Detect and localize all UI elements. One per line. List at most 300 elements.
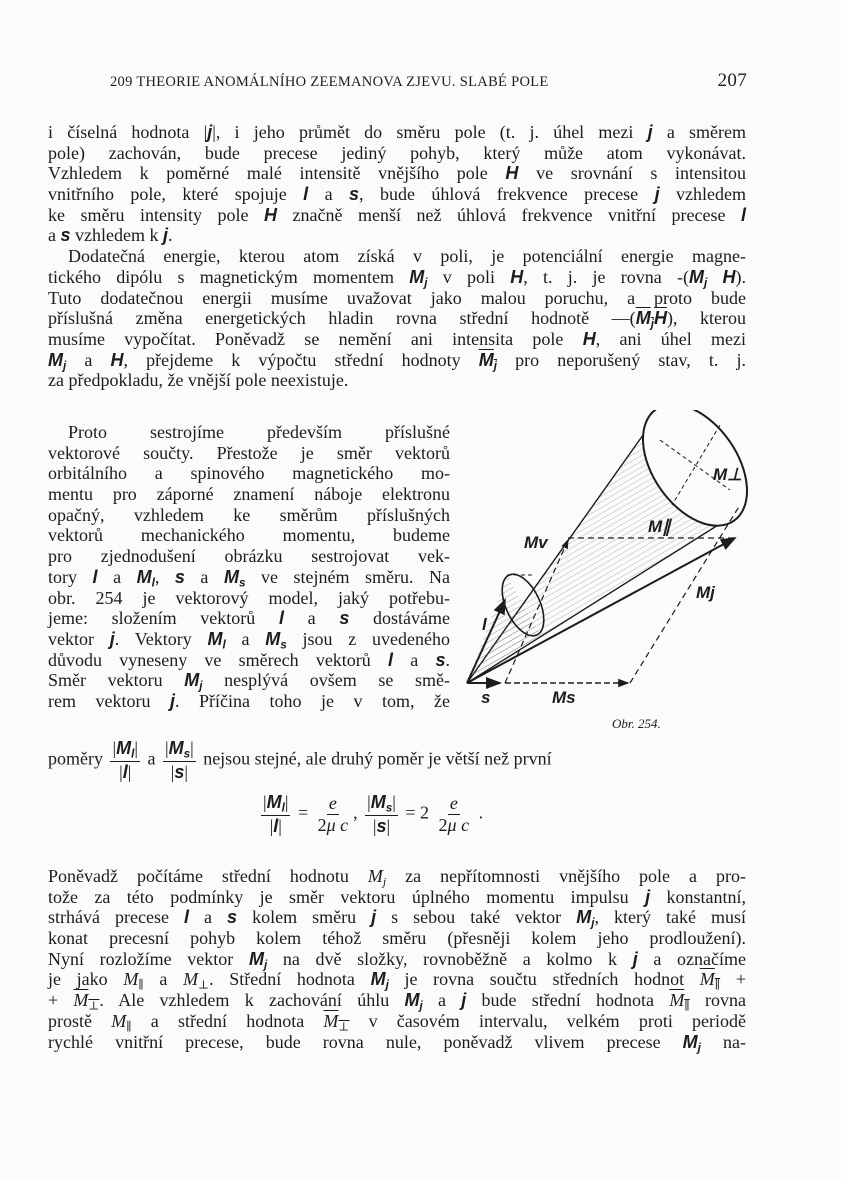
vector-symbol [175, 567, 185, 587]
text-run: | [170, 761, 175, 782]
text-run: za předpokladu, že vnější pole neexistuje. [48, 370, 349, 391]
text-run: orbitálního a spinového magnetického mo- [48, 463, 450, 484]
text-run: Směr vektoru [48, 670, 185, 691]
fraction-denominator [268, 816, 284, 837]
text-line [48, 350, 746, 371]
text-run: tického dipólu s magnetickým momentem [48, 266, 410, 287]
text-run: | [278, 815, 282, 836]
symbol: M [699, 969, 715, 990]
vector-symbol [688, 266, 708, 290]
symbol: μ c [447, 814, 470, 835]
vector-symbol [349, 184, 359, 204]
text-run: = [293, 802, 313, 823]
symbol: j [371, 907, 377, 928]
fraction-numerator [365, 792, 398, 816]
symbol: M [669, 990, 685, 1011]
subscript: j [199, 679, 203, 693]
text-line [48, 691, 450, 712]
fraction [437, 793, 472, 835]
math-symbol [327, 815, 349, 835]
text-run: musíme vypočítat. Poněvadž se nemění ani intensita pole [48, 328, 583, 349]
fraction-denominator [169, 762, 190, 783]
text-run: , bude úhlová frekvence precese [359, 184, 655, 205]
text-line [48, 422, 450, 443]
text-run: | [263, 792, 267, 812]
text-run: . Vektory [114, 628, 208, 649]
symbol: l [122, 761, 128, 782]
text-run: | [392, 792, 396, 812]
symbol: M [635, 308, 651, 329]
symbol: M [266, 792, 282, 812]
vector-symbol [61, 225, 71, 245]
symbol: M [265, 628, 281, 649]
vector-symbol [505, 163, 518, 183]
text-run: , [154, 566, 175, 587]
math-symbol [699, 969, 721, 992]
text-line [48, 949, 746, 970]
subscript: j [419, 999, 423, 1013]
vector-symbol [370, 969, 389, 992]
vector-symbol [683, 1032, 701, 1052]
vector-symbol [510, 267, 523, 287]
text-run: . [445, 649, 450, 670]
symbol: M [48, 349, 63, 370]
math-symbol [111, 1010, 132, 1034]
text-line [48, 969, 746, 990]
subscript: j [382, 875, 387, 889]
symbol: j [632, 948, 638, 969]
vector-symbol [339, 608, 349, 628]
text-run: prostě [48, 1010, 112, 1031]
subscript: j [650, 317, 654, 331]
subscript: j [385, 978, 389, 992]
text-run: ), kterou [666, 308, 747, 329]
symbol: l [278, 608, 284, 629]
text-run: vektorů mechanického momentu, budeme [48, 525, 450, 546]
symbol: M [136, 566, 152, 587]
vector-symbol [404, 990, 423, 1013]
subscript: ⊥ [198, 978, 210, 992]
text-run: | [269, 815, 274, 836]
vector-symbol [370, 792, 393, 815]
vector-symbol [265, 628, 287, 652]
text-run: . [168, 225, 173, 246]
math-symbol [123, 969, 144, 992]
label-m-v: Mv [524, 533, 548, 552]
figure-254-vector-model [440, 410, 760, 740]
ratios-line [48, 738, 552, 783]
text-line [48, 1011, 746, 1032]
label-m-perp: M⊥ [713, 465, 742, 484]
symbol: s [376, 815, 387, 836]
vector-symbol [248, 948, 268, 972]
vector-symbol [478, 349, 498, 373]
subscript: j [703, 276, 708, 290]
text-run: rovna [689, 990, 746, 1011]
vector-symbol [377, 816, 387, 836]
text-line [48, 267, 746, 288]
text-column-left [48, 422, 450, 712]
vector-symbol [223, 566, 246, 590]
math-symbol [73, 990, 100, 1013]
symbol: j [207, 122, 213, 142]
vector-symbol [174, 762, 184, 782]
text-line [48, 650, 450, 671]
subscript: s [238, 576, 246, 590]
text-run: . [474, 802, 484, 823]
symbol: H [264, 204, 278, 225]
symbol: s [227, 907, 238, 928]
symbol: H [505, 163, 519, 184]
text-run [707, 267, 722, 287]
text-run: | [386, 815, 391, 836]
symbol: s [435, 649, 446, 670]
subscript: ∥ [684, 999, 690, 1013]
symbol: l [303, 184, 309, 205]
text-line [48, 143, 746, 164]
text-top [48, 122, 746, 391]
text-line [48, 122, 746, 143]
text-run: | [164, 738, 169, 758]
fraction-numerator [448, 793, 460, 815]
text-run: i číselná hodnota | [48, 122, 208, 142]
math-symbol [450, 793, 458, 813]
symbol: j [645, 886, 651, 907]
text-line [48, 928, 746, 949]
text-run: ). [735, 266, 746, 287]
text-line [48, 525, 450, 546]
symbol: H [722, 266, 736, 287]
text-run: na dvě složky, rovnoběžně a kolmo k [267, 948, 633, 969]
subscript: ⊥ [88, 999, 100, 1013]
vector-symbol [207, 628, 226, 652]
text-bottom [48, 866, 746, 1052]
text-run: kolem směru [237, 907, 372, 928]
text-line [48, 308, 746, 329]
symbol: j [163, 225, 169, 246]
text-run: | [134, 738, 138, 758]
symbol: j [647, 122, 653, 142]
text-run: Tuto dodatečnou energii musíme uvažovat jako malou poruchu, a proto bude [48, 287, 746, 308]
vector-symbol [184, 670, 203, 693]
text-run: | [284, 792, 289, 812]
text-run: s sebou také vektor [376, 907, 577, 928]
text-run: a [189, 907, 228, 928]
symbol: M [370, 792, 386, 812]
text-run: + [720, 969, 747, 990]
text-line [48, 505, 450, 526]
symbol: μ c [326, 814, 349, 835]
symbol: s [60, 225, 71, 246]
text-run: a [97, 566, 137, 587]
symbol: l [273, 815, 279, 836]
vector-symbol [168, 738, 191, 761]
text-run: vzhledem [659, 184, 746, 205]
fraction-numerator [163, 738, 196, 762]
symbol: M [370, 969, 386, 990]
text-run: jeme: složením vektorů [48, 608, 279, 629]
text-run: a [393, 649, 436, 670]
text-line [48, 463, 450, 484]
text-run: Dodatečná energie, kterou atom získá v poli, je potenciální energie magne- [68, 246, 746, 267]
text-line [48, 484, 450, 505]
symbol: M [478, 349, 494, 370]
text-run: |, i jeho průmět do směru pole (t. j. úhel mezi [212, 122, 648, 142]
text-line [48, 588, 450, 609]
symbol: M [576, 907, 592, 928]
fraction-denominator [117, 762, 133, 783]
text-run: rem vektoru [48, 690, 170, 711]
text-run: . Ale vzhledem k zachování úhlu [99, 990, 405, 1011]
label-l: l [482, 615, 487, 634]
text-line [48, 866, 746, 887]
text-line [48, 567, 450, 588]
symbol: l [388, 649, 394, 670]
symbol: M [111, 1010, 127, 1031]
math-symbol [367, 866, 387, 889]
text-run: . Střední hodnota [209, 969, 371, 990]
subscript: ∥ [714, 978, 721, 992]
vector-symbol [136, 566, 155, 590]
vector-symbol [741, 205, 746, 225]
text-run: a [225, 628, 266, 649]
text-run: značně menší než úhlová frekvence vnitřní precese [277, 204, 741, 225]
text-run: pro neporušený stav, t. j. [497, 349, 746, 370]
page-number: 207 [717, 70, 747, 91]
text-run: příslušná změna energetických hladin rovna střední hodnotě —( [48, 308, 636, 329]
symbol: M [184, 670, 200, 691]
text-run: ve srovnání s intensitou [518, 163, 746, 184]
text-run: opačný, vzhledem ke směrům příslušných [48, 504, 450, 525]
text-run: jsou z uvedeného [286, 628, 450, 649]
text-line [48, 205, 746, 226]
fraction [316, 793, 351, 835]
text-run: a střední hodnota [131, 1010, 324, 1031]
symbol: s [349, 184, 360, 205]
text-run: obr. 254 je vektorový model, jaký potřebu- [48, 587, 450, 608]
display-equation [258, 792, 483, 837]
text-run: , který také musí [594, 907, 746, 928]
symbol: M [116, 738, 132, 758]
fraction [163, 738, 196, 783]
vector-symbol [266, 792, 285, 815]
math-symbol [329, 793, 337, 813]
text-run: tože za této podmínky je směr vektoru úplného momentu impulsu [48, 886, 646, 907]
text-line [48, 546, 450, 567]
symbol: l [92, 566, 98, 587]
text-run: Vzhledem k poměrné malé intensitě vnějšího pole [48, 163, 506, 184]
text-run: nejsou stejné, ale druhý poměr je větší než první [198, 748, 552, 769]
vector-symbol [409, 266, 428, 290]
vector-symbol [227, 907, 237, 927]
label-s: s [481, 688, 491, 707]
symbol: l [740, 204, 746, 225]
text-line [48, 608, 450, 629]
fraction-denominator [437, 815, 472, 836]
text-run: bude střední hodnota [466, 990, 670, 1011]
symbol: H [510, 266, 524, 287]
symbol: M [248, 948, 264, 969]
vector-symbol [654, 308, 667, 328]
text-run: v poli [427, 266, 511, 287]
symbol: M [367, 866, 383, 886]
subscript: s [280, 638, 287, 652]
text-run: 2 [317, 814, 327, 835]
text-line [48, 163, 746, 184]
symbol: M [73, 990, 89, 1011]
text-run: | [112, 738, 117, 758]
vector-symbol [116, 738, 135, 761]
text-line [48, 1032, 746, 1053]
text-line [48, 990, 746, 1011]
text-run: konat precesní pohyb kolem téhož směru (přesněji kolem jeho prodloužení). [48, 928, 746, 949]
text-line [48, 629, 450, 650]
math-symbol [448, 815, 470, 835]
text-run: nesplývá ovšem se smě- [202, 670, 450, 691]
symbol: M [323, 1010, 339, 1031]
fraction [365, 792, 398, 837]
text-run: | [367, 792, 371, 812]
symbol: $\overline{H}$ [653, 308, 667, 329]
text-run: vektor [48, 628, 110, 649]
subscript: j [493, 359, 498, 373]
symbol: M [168, 738, 184, 758]
label-m-parallel: M∥ [648, 517, 671, 536]
text-run: Poněvadž počítáme střední hodnotu [48, 866, 368, 886]
fraction-numerator [327, 793, 339, 815]
symbol: j [654, 184, 660, 205]
symbol: M [404, 990, 420, 1011]
text-run: na- [700, 1031, 747, 1052]
text-run: 2 [438, 814, 448, 835]
text-run: důvodu vyneseny ve směrech vektorů [48, 649, 389, 670]
symbol: M [183, 969, 199, 990]
text-line [48, 907, 746, 928]
text-run: , t. j. je rovna -( [523, 266, 689, 287]
text-line [48, 246, 746, 267]
label-m-j: Mj [696, 583, 715, 602]
text-run: v časovém intervalu, velkém proti periodě [349, 1010, 746, 1031]
text-line [48, 670, 450, 691]
text-run: pole) zachován, bude precese jediný pohyb, který může atom vykonávat. [48, 142, 746, 163]
text-run: a označíme [637, 948, 747, 969]
text-run: je jako [48, 969, 124, 990]
text-run: , ani úhel mezi [595, 328, 747, 349]
text-run: Proto sestrojíme především příslušné [68, 422, 450, 442]
text-run: dostáváme [349, 608, 450, 629]
vector-symbol [111, 350, 124, 370]
symbol: M [123, 969, 139, 990]
figure-caption: Obr. 254. [612, 716, 661, 731]
text-line [48, 288, 746, 309]
symbol: l [183, 907, 189, 928]
symbol: H [110, 349, 124, 370]
text-run: , přejdeme k výpočtu střední hodnoty [123, 349, 479, 370]
math-symbol [183, 969, 210, 992]
text-run: a [283, 608, 340, 629]
text-run: a [66, 349, 111, 370]
subscript: s [385, 801, 393, 815]
fraction [110, 738, 139, 783]
text-run: Nyní rozložíme vektor [48, 948, 249, 969]
math-symbol [323, 1010, 350, 1034]
text-run: + [48, 990, 74, 1011]
subscript: j [591, 916, 595, 930]
text-run: vnitřního pole, které spojuje [48, 184, 304, 205]
text-run: a [142, 748, 160, 769]
vector-symbol [583, 329, 596, 349]
subscript: ⊥ [338, 1020, 350, 1034]
subscript: j [697, 1041, 701, 1054]
text-line [48, 370, 746, 391]
subscript: j [263, 958, 268, 972]
text-run: . Příčina toho je v tom, že [175, 690, 450, 711]
symbol: j [169, 690, 175, 711]
subscript: ∥ [138, 978, 144, 992]
text-run: , [353, 802, 363, 823]
math-symbol [669, 990, 690, 1013]
text-line [48, 225, 746, 246]
text-run: | [372, 815, 377, 836]
vector-symbol [723, 267, 736, 287]
vector-symbol [48, 349, 67, 373]
symbol: H [582, 328, 596, 349]
text-line [48, 887, 746, 908]
text-run: a [48, 225, 61, 246]
text-run: | [184, 761, 188, 782]
symbol: j [461, 990, 467, 1011]
text-run: je rovna součtu středních hodnot [388, 969, 700, 990]
fraction [261, 792, 290, 837]
fraction-denominator [371, 816, 392, 837]
subscript: l [222, 638, 226, 652]
symbol: e [328, 793, 337, 814]
label-m-s: Ms [552, 688, 576, 707]
text-line [48, 443, 450, 464]
subscript: ∥ [126, 1020, 132, 1034]
symbol: M [409, 266, 425, 287]
fraction-denominator [316, 815, 351, 836]
symbol: s [174, 761, 185, 782]
text-run: rychlé vnitřní precese, bude rovna nule, poněvadž vlivem precese [48, 1031, 683, 1052]
text-line [48, 329, 746, 350]
text-run: | [190, 738, 194, 758]
text-run: a [422, 990, 462, 1011]
text-run: pro zjednodušení obrázku sestrojovat vek- [48, 546, 450, 567]
subscript: s [183, 747, 191, 761]
text-run: vzhledem k [70, 225, 163, 246]
symbol: s [174, 566, 185, 587]
subscript: l [281, 801, 285, 815]
text-run: mentu pro záporné znamení náboje elektronu [48, 484, 450, 505]
fraction-numerator [110, 738, 139, 762]
text-run: a [143, 969, 184, 990]
text-run: tory [48, 566, 93, 587]
text-run: konstantní, [650, 886, 747, 907]
text-run: poměry [48, 748, 108, 769]
subscript: j [424, 276, 428, 290]
text-run: | [127, 761, 132, 782]
text-run: = 2 [400, 802, 434, 823]
symbol: M [207, 628, 223, 649]
symbol: M [223, 566, 239, 587]
text-run: | [119, 761, 123, 782]
vector-symbol [635, 308, 654, 331]
subscript: l [131, 747, 135, 761]
header-title: 209 THEORIE ANOMÁLNÍHO ZEEMANOVA ZJEVU. SLABÉ POLE [110, 74, 549, 90]
symbol: e [449, 793, 458, 814]
text-run: ve stejném směru. Na [245, 566, 451, 587]
